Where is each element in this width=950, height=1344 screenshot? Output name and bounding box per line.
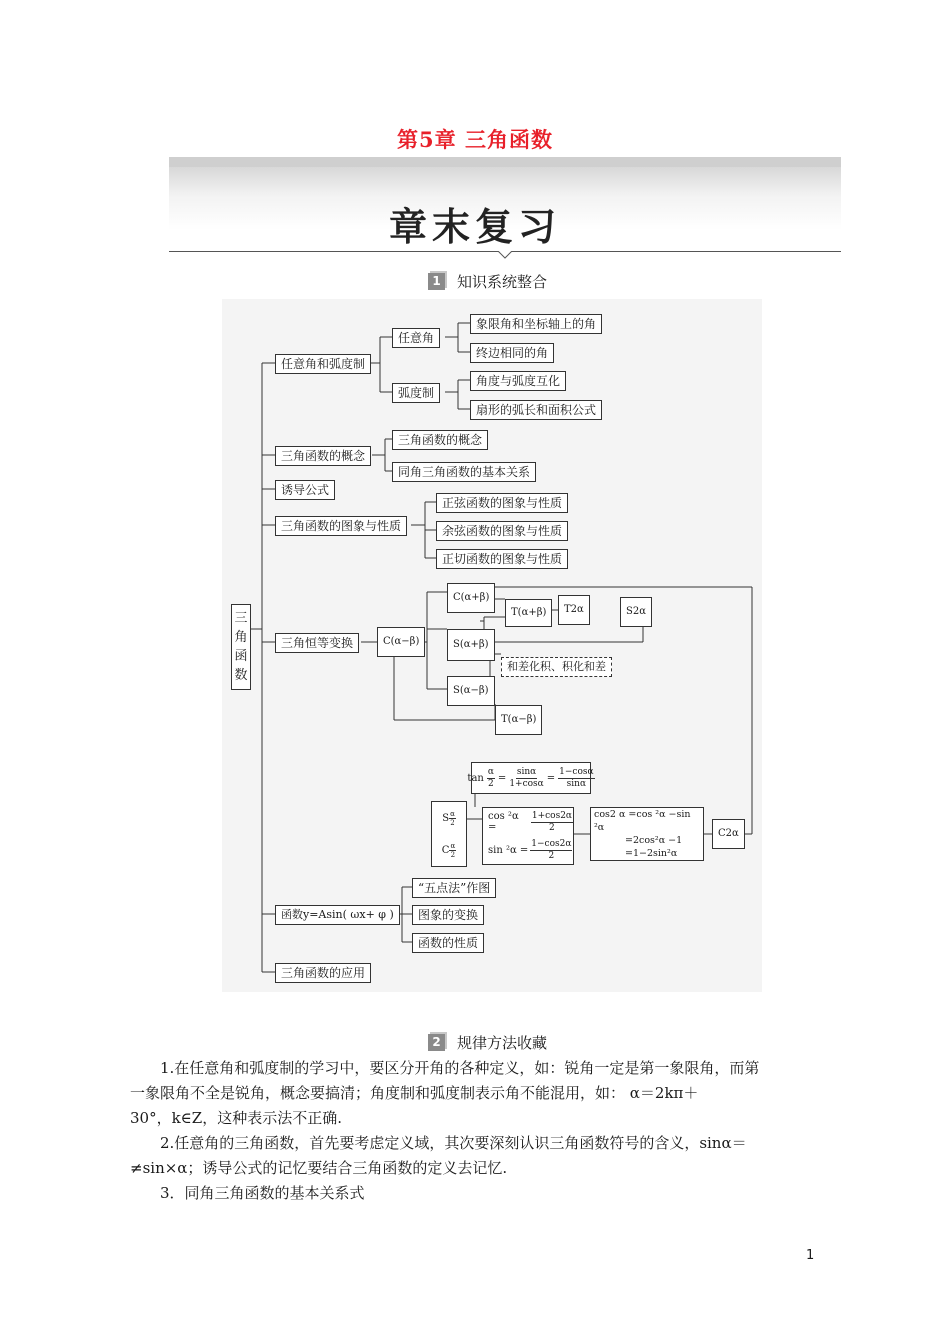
node-angle-and-radian: 任意角和弧度制 — [275, 354, 371, 374]
section-number-badge: 2 — [428, 1034, 445, 1051]
node-trig-concept: 三角函数的概念 — [275, 446, 371, 466]
node-c-2alpha: C2α — [712, 819, 745, 849]
node-double-angle-cos: cos2 α =cos ²α −sin ²α =2cos²α −1 =1−2sin²α — [590, 807, 704, 861]
section-title: 规律方法收藏 — [457, 1034, 548, 1052]
section-title: 知识系统整合 — [457, 273, 548, 291]
section-heading-1 — [428, 271, 547, 292]
node-s-2alpha: S2α — [620, 597, 652, 627]
node-cosine-graph: 余弦函数的图象与性质 — [436, 521, 568, 541]
page-number: 1 — [806, 1248, 815, 1263]
node-c-alpha-minus-beta: C(α−β) — [377, 627, 425, 657]
node-trig-concept-leaf: 三角函数的概念 — [392, 430, 488, 450]
knowledge-diagram — [222, 299, 762, 992]
half-alpha-fraction: $\frac{\alpha}{2}$ — [487, 766, 494, 789]
header-bar — [169, 157, 841, 167]
paragraph-3: 3．同角三角函数的基本关系式 — [160, 1184, 365, 1202]
node-quadrant-angle: 象限角和坐标轴上的角 — [470, 314, 602, 334]
tan-label: tan — [467, 772, 484, 784]
node-five-point-method: “五点法”作图 — [412, 878, 496, 898]
chapter-title: 第5章 三角函数 — [397, 127, 553, 152]
node-half-angle-formulas: S $\frac{\alpha}{2}$ C $\frac{\alpha}{2}$ — [431, 801, 467, 867]
node-sector-formula: 扇形的弧长和面积公式 — [470, 400, 602, 420]
node-tan-half-angle: tan $\frac{\alpha}{2}$ = $\frac{\sin\alpha}{1+\cos\alpha}$ = $\frac{1-\cos\alpha}{\sin\alpha}$ — [471, 762, 591, 794]
section-number-badge: 1 — [428, 273, 445, 290]
node-sine-graph: 正弦函数的图象与性质 — [436, 493, 568, 513]
section-heading-2 — [428, 1032, 547, 1053]
node-degree-radian-conversion: 角度与弧度互化 — [470, 371, 566, 391]
banner-notch-icon — [498, 251, 512, 259]
paragraph-2: 2.任意角的三角函数，首先要考虑定义域，其次要深刻认识三角函数符号的含义，sinα＝ ≠sin×α；诱导公式的记忆要结合三角函数的定义去记忆. — [130, 1134, 747, 1177]
sin-over-one-plus-cos: $\frac{\sin\alpha}{1+\cos\alpha}$ — [509, 766, 544, 789]
node-graph-properties: 三角函数的图象与性质 — [275, 516, 407, 536]
node-trig-applications: 三角函数的应用 — [275, 963, 371, 983]
node-function-properties: 函数的性质 — [412, 933, 484, 953]
one-minus-cos-over-sin: $\frac{1-\cos\alpha}{\sin\alpha}$ — [559, 766, 594, 789]
node-sum-product: 和差化积、积化和差 — [501, 657, 612, 677]
node-c-alpha-plus-beta: C(α+β) — [447, 583, 495, 613]
node-root: 三角函数 — [231, 604, 251, 690]
node-arbitrary-angle: 任意角 — [392, 328, 440, 348]
banner-title: 章末复习 — [388, 204, 561, 249]
node-t-alpha-minus-beta: T(α−β) — [495, 705, 542, 735]
node-s-alpha-minus-beta: S(α−β) — [447, 676, 495, 706]
node-t-alpha-plus-beta: T(α+β) — [505, 599, 552, 627]
node-identity-transform: 三角恒等变换 — [275, 633, 359, 653]
node-sinusoidal-function: 函数y=Asin( ωx+ φ ) — [275, 905, 400, 925]
node-power-reduction: cos ²α = $\frac{1+\cos 2\alpha}{2}$ sin ²α = $\frac{1-\cos 2\alpha}{2}$ — [482, 807, 574, 865]
node-t-2alpha: T2α — [558, 595, 590, 625]
node-radian: 弧度制 — [392, 383, 440, 403]
paragraph-1: 1.在任意角和弧度制的学习中，要区分开角的各种定义，如：锐角一定是第一象限角，而第 一象限角不全是锐角，概念要搞清；角度制和弧度制表示角不能混用，如： α＝2kπ＋ 30°，k∈Z，这种表示法不正确. — [130, 1059, 760, 1127]
node-basic-relations: 同角三角函数的基本关系 — [392, 462, 536, 482]
node-s-alpha-plus-beta: S(α+β) — [447, 629, 495, 661]
node-graph-transform: 图象的变换 — [412, 905, 484, 925]
node-induction-formula: 诱导公式 — [275, 480, 335, 500]
node-coterminal-angle: 终边相同的角 — [470, 343, 554, 363]
node-tangent-graph: 正切函数的图象与性质 — [436, 549, 568, 569]
